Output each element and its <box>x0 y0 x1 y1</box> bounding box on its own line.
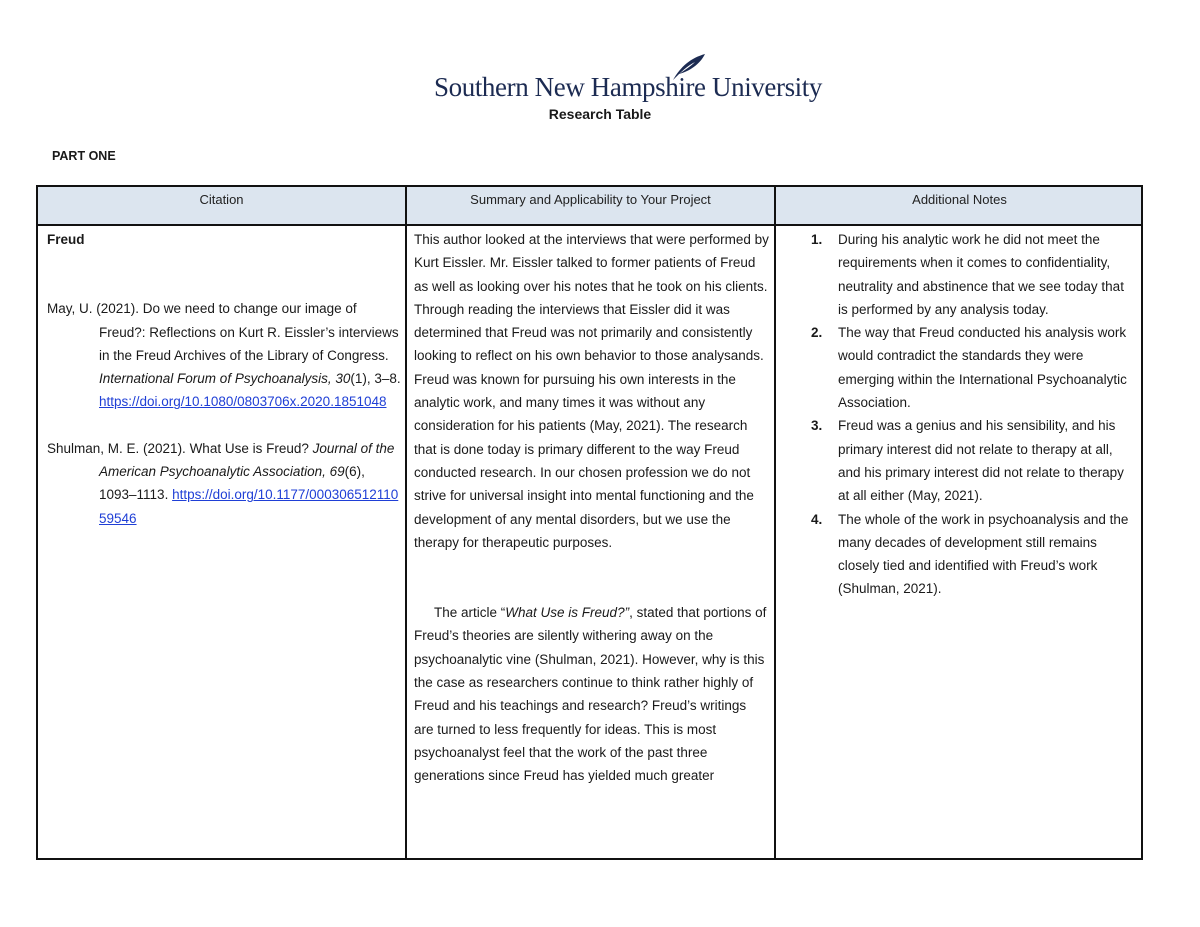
column-header-citation: Citation <box>199 192 244 207</box>
summary-paragraph-1: This author looked at the interviews that were performed by Kurt Eissler. Mr. Eissler talked to former patients of Freud as well as looking over his notes that he took on his clients. Through reading the interviews that Eissler did it was determined that Freud was not primarily and consistently looking to reflect on his own behavior to those analysands. Freud was known for pursuing his own interests in the analytic work, and many times it was without any consideration for his patients (May, 2021). The research that is done today is primary different to the way Freud conducted research. In our chosen profession we do not strive for universal insight into mental functioning and the development of any mental disorders, but we use the therapy for therapeutic purposes. <box>414 232 769 550</box>
notes-list <box>811 228 1131 601</box>
research-table <box>36 185 1143 860</box>
reference-may: May, U. (2021). Do we need to change our image of Freud?: Reflections on Kurt R. Eissler’s interviews in the Freud Archives of the Library of Congress. International Forum of Psychoanalysis, 30(1), 3–8. https://doi.org/10.1080/0803706x.2020.1851048 <box>47 301 401 410</box>
part-label: PART ONE <box>52 149 116 163</box>
citation-topic: Freud <box>47 232 85 247</box>
reference-shulman: Shulman, M. E. (2021). What Use is Freud? Journal of the American Psychoanalytic Association, 69(6), 1093–1113. https://doi.org/10.1177/00030651211059546 <box>47 440 399 526</box>
doi-link-may[interactable]: https://doi.org/10.1080/0803706x.2020.1851048 <box>99 394 387 410</box>
citation-cell <box>47 228 402 530</box>
doi-link-shulman[interactable]: https://doi.org/10.1177/00030651211059546 <box>99 487 399 526</box>
column-divider <box>405 187 407 858</box>
document-title: Research Table <box>548 106 652 122</box>
university-logo <box>434 52 822 102</box>
column-header-summary: Summary and Applicability to Your Project <box>470 192 711 207</box>
column-header-notes: Additional Notes <box>912 192 1007 207</box>
table-header-row <box>38 187 1141 226</box>
list-item: 4. The whole of the work in psychoanalysis and the many decades of development still remains closely tied and identified with Freud’s work (Shulman, 2021). <box>811 511 1129 597</box>
list-item: 2. The way that Freud conducted his analysis work would contradict the standards they were emerging within the International Psychoanalytic Association. <box>811 325 1127 411</box>
notes-cell <box>811 228 1131 601</box>
summary-cell <box>414 228 769 788</box>
column-divider <box>774 187 776 858</box>
list-item: 1. During his analytic work he did not meet the requirements when it comes to confidentiality, neutrality and abstinence that we see today that is performed by any analysis today. <box>811 232 1124 317</box>
university-name: Southern New Hampshire University <box>434 72 822 102</box>
summary-paragraph-2: The article “What Use is Freud?”, stated that portions of Freud’s theories are silently withering away on the psychoanalytic vine (Shulman, 2021). However, why is this the case as researchers continue to think rather highly of Freud and his teachings and research? Freud’s writings are turned to less frequently for ideas. This is most psychoanalyst feel that the work of the past three generations since Freud has yielded much greater <box>414 605 767 784</box>
list-item: 3. Freud was a genius and his sensibility, and his primary interest did not relate to therapy at all, and his primary interest did not relate to therapy at all either (May, 2021). <box>811 418 1124 504</box>
